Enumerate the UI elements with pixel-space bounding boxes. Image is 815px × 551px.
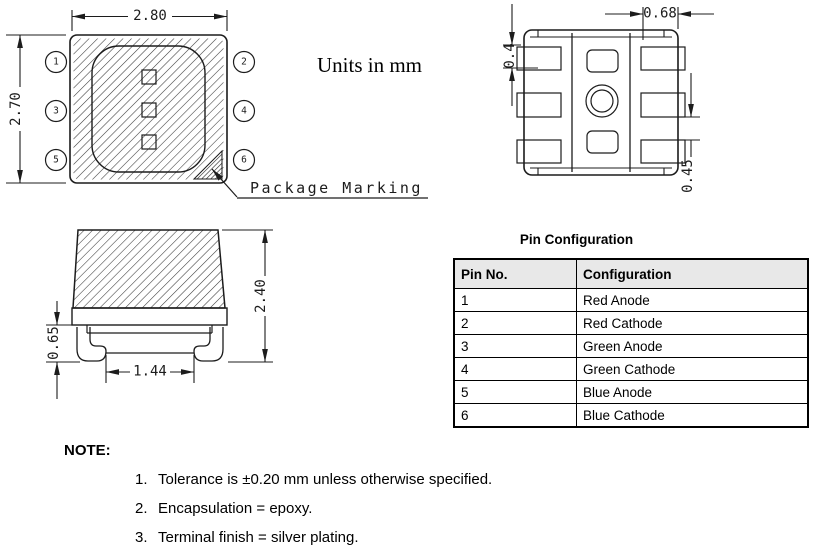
pin-2-number: 2 xyxy=(241,56,247,68)
notes-section xyxy=(64,442,492,551)
dim-body-width xyxy=(72,8,227,31)
pin-no-cell: 1 xyxy=(454,289,577,312)
dim-standoff-label: 0.65 xyxy=(46,326,62,360)
dim-pad-gap xyxy=(680,73,700,193)
dim-total-height xyxy=(222,230,273,362)
note-item xyxy=(135,530,492,546)
side-view-base-band xyxy=(72,308,227,325)
configuration-cell: Red Anode xyxy=(577,289,809,312)
package-marking-label: Package Marking xyxy=(250,179,423,197)
table-row xyxy=(454,335,808,358)
units-note: Units in mm xyxy=(317,53,423,77)
bottom-view-drawing xyxy=(502,4,714,193)
dim-body-width-label: 2.80 xyxy=(133,8,167,24)
side-view-drawing xyxy=(46,230,273,399)
dim-pad-inset-label: 0.68 xyxy=(643,5,677,22)
thermal-pad-inner xyxy=(591,90,613,112)
note-number: 2. xyxy=(135,500,148,517)
pin-no-cell: 6 xyxy=(454,404,577,428)
table-row xyxy=(454,358,808,381)
table-header-row xyxy=(454,259,808,289)
dim-standoff xyxy=(46,301,80,399)
dim-pad-gap-label: 0.45 xyxy=(680,159,696,193)
dim-pad-height xyxy=(502,4,538,106)
note-number: 3. xyxy=(135,529,148,546)
pin-4-number: 4 xyxy=(241,105,247,117)
col-header-pin-no: Pin No. xyxy=(454,259,577,289)
note-text: Terminal finish = silver plating. xyxy=(158,529,359,546)
configuration-cell: Red Cathode xyxy=(577,312,809,335)
dim-lead-gap xyxy=(106,355,194,383)
col-header-configuration: Configuration xyxy=(577,259,809,289)
note-item xyxy=(135,472,492,488)
pin-6-number: 6 xyxy=(241,154,247,166)
dim-body-height-label: 2.70 xyxy=(8,92,24,126)
table-row xyxy=(454,404,808,428)
dim-lead-gap-label: 1.44 xyxy=(133,363,167,380)
pin-no-cell: 4 xyxy=(454,358,577,381)
solder-pads xyxy=(517,47,685,163)
configuration-cell: Green Cathode xyxy=(577,358,809,381)
note-text: Tolerance is ±0.20 mm unless otherwise specified. xyxy=(158,471,493,488)
center-features xyxy=(586,50,618,153)
pin-configuration-table xyxy=(453,258,809,428)
pin-1-number: 1 xyxy=(53,56,59,68)
configuration-cell: Green Anode xyxy=(577,335,809,358)
pin-no-cell: 3 xyxy=(454,335,577,358)
pin-5-number: 5 xyxy=(53,154,59,166)
note-text: Encapsulation = epoxy. xyxy=(158,500,313,517)
dim-pad-inset xyxy=(605,6,714,41)
note-number: 1. xyxy=(135,471,148,488)
dim-pad-height-label: 0.4 xyxy=(502,43,518,69)
pin-no-cell: 5 xyxy=(454,381,577,404)
note-item xyxy=(135,501,492,517)
table-row xyxy=(454,312,808,335)
table-row xyxy=(454,381,808,404)
top-view-drawing xyxy=(6,8,428,198)
pin-3-number: 3 xyxy=(53,105,59,117)
table-row xyxy=(454,289,808,312)
configuration-cell: Blue Cathode xyxy=(577,404,809,428)
pin-no-cell: 2 xyxy=(454,312,577,335)
side-view-right-lead xyxy=(194,327,223,361)
side-view-epoxy-body xyxy=(73,230,225,308)
pin-table-title: Pin Configuration xyxy=(519,232,634,247)
notes-label: NOTE: xyxy=(64,442,111,459)
package-marking-callout xyxy=(212,169,428,198)
configuration-cell: Blue Anode xyxy=(577,381,809,404)
side-view-left-lead xyxy=(77,327,106,361)
dim-total-height-label: 2.40 xyxy=(253,279,269,313)
